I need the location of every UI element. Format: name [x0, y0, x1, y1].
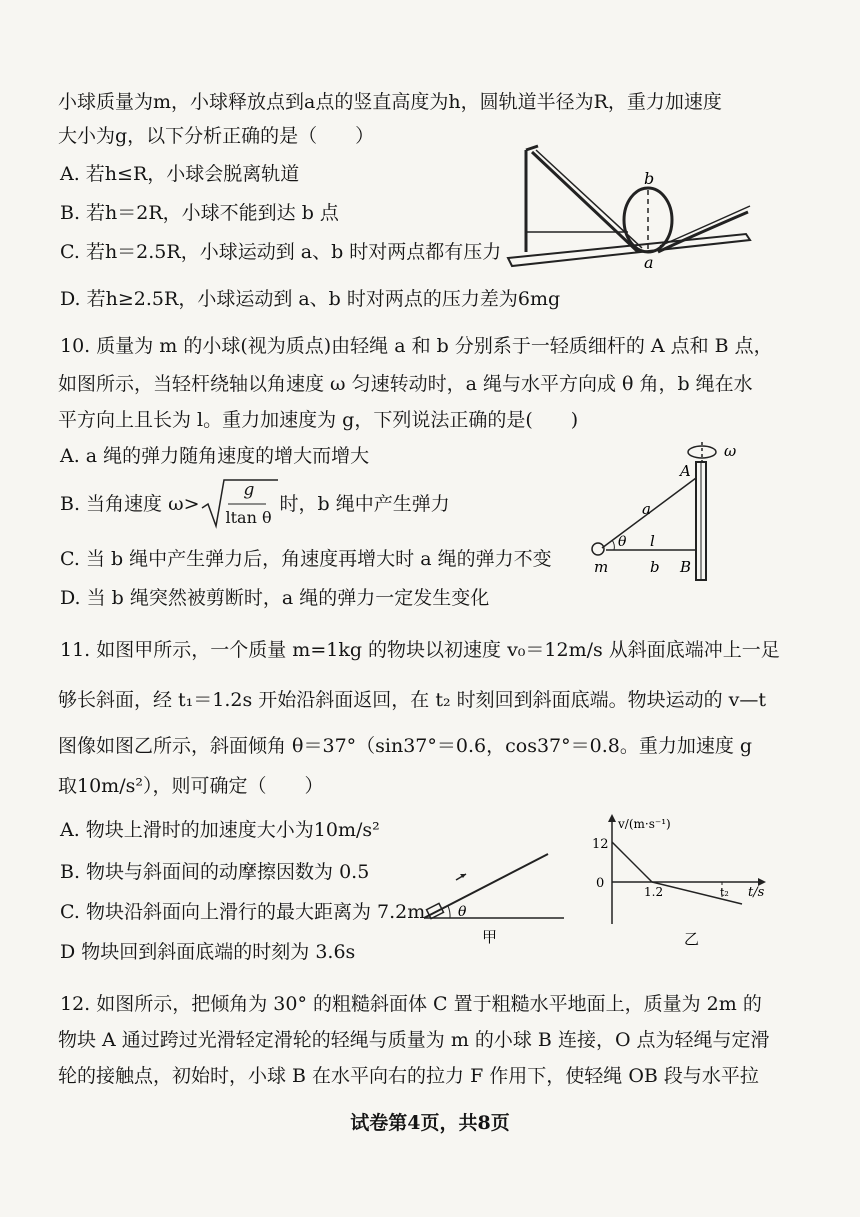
- label-B: B: [680, 558, 692, 576]
- exit-track-edge: [660, 206, 750, 246]
- q11-stem-line1: 11. 如图甲所示，一个质量 m=1kg 的物块以初速度 v₀＝12m/s 从斜面底端冲上一足: [60, 639, 780, 661]
- block: [426, 903, 443, 918]
- q10-option-d: D. 当 b 绳突然被剪断时，a 绳的弹力一定发生变化: [60, 587, 490, 609]
- post-top: [526, 146, 538, 150]
- tick-12: 12: [592, 837, 609, 852]
- q10-option-c: C. 当 b 绳中产生弹力后，角速度再增大时 a 绳的弹力不变: [60, 548, 552, 570]
- q12-stem-line1: 12. 如图所示，把倾角为 30° 的粗糙斜面体 C 置于粗糙水平地面上，质量为 2m 的: [60, 993, 762, 1015]
- fraction-numerator: g: [243, 480, 255, 500]
- q11-option-d: D 物块回到斜面底端的时刻为 3.6s: [60, 941, 356, 963]
- q10-rotating-rod-figure: [580, 436, 770, 596]
- q11-stem-line4: 取10m/s²），则可确定（ ）: [58, 775, 324, 797]
- angle-arc: [448, 906, 450, 918]
- line-up-phase: [612, 842, 652, 882]
- sqrt-expression: [200, 480, 280, 527]
- label-b: b: [650, 558, 660, 576]
- caption-yi: 乙: [684, 930, 700, 948]
- label-omega: ω: [724, 442, 737, 460]
- tick-1-2: 1.2: [644, 885, 664, 899]
- ball: [592, 543, 604, 555]
- q11-vt-graph: [592, 812, 772, 950]
- label-a: a: [644, 253, 654, 272]
- q12-stem-line3: 轮的接触点，初始时，小球 B 在水平向右的拉力 F 作用下，使轻绳 OB 段与水平拉: [58, 1065, 759, 1087]
- label-theta: θ: [618, 534, 627, 550]
- q9-option-b: B. 若h＝2R，小球不能到达 b 点: [60, 202, 339, 224]
- incline-surface: [424, 854, 548, 918]
- q9-option-d: D. 若h≥2.5R，小球运动到 a、b 时对两点的压力差为6mg: [60, 288, 561, 310]
- q10-stem-line2: 如图所示，当轻杆绕轴以角速度 ω 匀速转动时，a 绳与水平方向成 θ 角，b 绳在水: [58, 373, 753, 395]
- caption-jia: 甲: [482, 928, 498, 946]
- q11-option-b: B. 物块与斜面间的动摩擦因数为 0.5: [60, 861, 370, 883]
- label-b: b: [644, 169, 655, 188]
- page-footer: 试卷第4页，共8页: [350, 1112, 510, 1134]
- incline-track: [532, 152, 638, 252]
- label-A: A: [680, 462, 691, 480]
- q11-option-c: C. 物块沿斜面向上滑行的最大距离为 7.2m: [60, 901, 426, 923]
- y-axis-label: v/(m·s⁻¹): [618, 817, 671, 831]
- q10-stem-line3: 平方向上且长为 l。重力加速度为 g，下列说法正确的是( ): [58, 409, 579, 431]
- fraction-denominator: ltan θ: [225, 508, 272, 527]
- label-a: a: [642, 500, 651, 518]
- tick-t2: t₂: [720, 886, 729, 899]
- q9-loop-track-figure: [498, 140, 758, 280]
- q11-stem-line3: 图像如图乙所示，斜面倾角 θ＝37°（sin37°＝0.6，cos37°＝0.8。重力加速度 g: [58, 735, 753, 757]
- q10-option-b-post: 时，b 绳中产生弹力: [279, 493, 450, 515]
- q9-stem-line2: 大小为g，以下分析正确的是（ ）: [58, 125, 375, 147]
- q10-option-b: [60, 480, 450, 527]
- q11-stem-line2: 够长斜面，经 t₁＝1.2s 开始沿斜面返回，在 t₂ 时刻回到斜面底端。物块运动的 v—t: [58, 689, 767, 711]
- angle-arc: [612, 540, 614, 550]
- q10-option-b-pre: B. 当角速度 ω>: [60, 493, 200, 515]
- x-axis-label: t/s: [748, 885, 765, 900]
- q9-option-c: C. 若h＝2.5R，小球运动到 a、b 时对两点都有压力: [60, 241, 502, 263]
- label-theta: θ: [458, 904, 467, 920]
- q11-incline-figure: [420, 848, 570, 948]
- q10-option-a: A. a 绳的弹力随角速度的增大而增大: [60, 445, 370, 467]
- q9-option-a: A. 若h≤R，小球会脱离轨道: [60, 163, 300, 185]
- q9-stem-line1: 小球质量为m，小球释放点到a点的竖直高度为h，圆轨道半径为R，重力加速度: [58, 91, 722, 113]
- q11-option-a: A. 物块上滑时的加速度大小为10m/s²: [60, 819, 380, 841]
- label-m: m: [594, 558, 609, 576]
- label-l: l: [650, 532, 655, 550]
- y-axis-arrow: [608, 814, 616, 822]
- q12-stem-line2: 物块 A 通过跨过光滑轻定滑轮的轻绳与质量为 m 的小球 B 连接，O 点为轻绳与定滑: [58, 1029, 770, 1051]
- tick-0: 0: [596, 876, 605, 891]
- q10-stem-line1: 10. 质量为 m 的小球(视为质点)由轻绳 a 和 b 分别系于一轻质细杆的 A 点和 B 点，: [60, 335, 773, 357]
